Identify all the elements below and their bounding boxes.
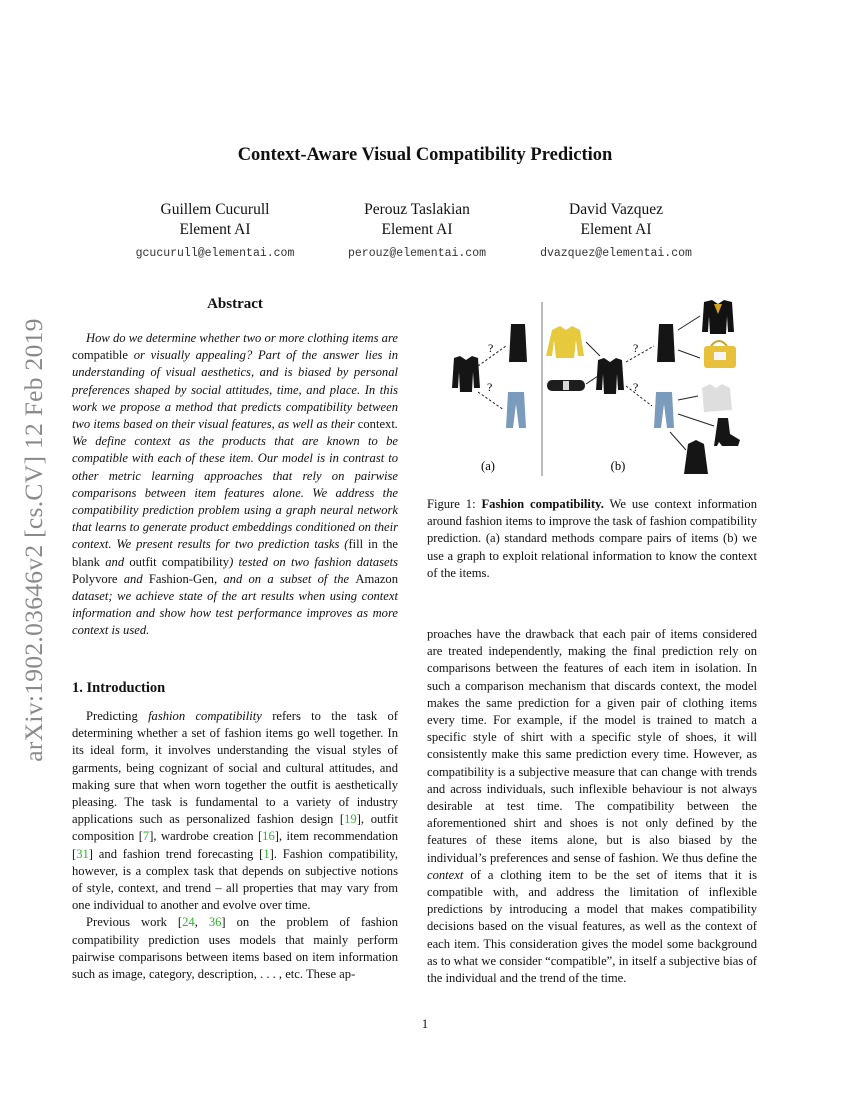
context-edge [670, 432, 686, 450]
citation-link[interactable]: 16 [262, 829, 275, 844]
author-email[interactable]: gcucurull@elementai.com [135, 247, 295, 260]
yellow-sweater-icon [546, 326, 584, 358]
pair-edge [626, 346, 654, 362]
white-top-icon [702, 384, 732, 412]
question-mark: ? [633, 380, 639, 394]
handbag-icon [704, 341, 736, 368]
skirt-icon [509, 324, 527, 362]
paper-title: Context-Aware Visual Compatibility Prediction [237, 145, 613, 165]
citation-link[interactable]: 7 [142, 829, 150, 844]
author-affiliation: Element AI [580, 221, 652, 238]
right-column-body [427, 626, 757, 987]
abstract-paragraph: How do we determine whether two or more clothing items are compatible or visually appealing? Part of the answer lies in understanding of visual aesthetics, and is biased by personal preferences shaped by social attitudes, time, and place. In this work we propose a method that predicts compatibility between two items based on their visual features, as well as their context. We define context as the products that are known to be compatible with each of these item. Our model is in contrast to other metric learning approaches that rely on pairwise comparisons between item features alone. We address the compatibility prediction problem using a graph neural network that learns to generate product embeddings conditioned on their context. We present results for two prediction tasks (fill in the blank and outfit compatibility) tested on two fashion datasets Polyvore and Fashion-Gen, and on a subset of the Amazon dataset; we achieve state of the art results when using context information and show how test performance improves as more context is used. [72, 331, 399, 638]
context-edge [678, 396, 698, 400]
context-edge [678, 350, 700, 358]
panel-label-b: (b) [610, 459, 626, 473]
author-name: Guillem Cucurull [160, 201, 270, 218]
jacket-icon [596, 358, 624, 394]
figure-fashion-compatibility [432, 296, 758, 476]
author-affiliation: Element AI [179, 221, 251, 238]
jeans-icon [506, 392, 526, 428]
coat-icon [684, 440, 708, 474]
citation-link[interactable]: 31 [76, 846, 89, 861]
section-heading-introduction: 1. Introduction [72, 680, 166, 696]
bracelet-icon [547, 380, 585, 391]
figure-caption: Figure 1: Fashion compatibility. We use context information around fashion items to improve the task of fashion compatibility prediction. (a) standard methods compare pairs of items (b) we use a graph to exploit relational information to know the context of the items. [427, 497, 757, 580]
citation-link[interactable]: 24 [182, 915, 195, 930]
question-mark: ? [488, 341, 494, 355]
citation-link[interactable]: 1 [263, 846, 270, 861]
author-email[interactable]: dvazquez@elementai.com [540, 247, 692, 260]
arxiv-sidebar [12, 290, 56, 790]
pair-edge [478, 392, 504, 410]
pair-edge [626, 386, 652, 406]
citation-link[interactable]: 36 [208, 915, 222, 930]
abstract-body [72, 330, 398, 640]
jacket-icon [452, 356, 480, 392]
author-block [496, 200, 736, 264]
page-number: 1 [421, 1016, 429, 1031]
author-name: Perouz Taslakian [364, 201, 470, 218]
skirt-icon [657, 324, 675, 362]
context-edge [678, 414, 714, 426]
body-paragraph: proaches have the drawback that each pair of items considered are treated independently, making the final prediction rely on comparisons between the features of each item in isolation. In such a comparison mechanism that discards context, the model makes the same prediction for a given pair of clothing items every time. For example, if the model is trained to match a specific style of shirt with a specific style of shoes, it will consistently make this same prediction every time. However, as compatibility is a subjective measure that can change with trends and across individuals, such inflexible behaviour is not always desirable at test time. The compatibility between the aforementioned shirt and shoes is not only defined by the features of these items alone, but is also biased by the individual’s preferences and sense of fashion. We thus define the context of a clothing item to be the set of items that it is compatible with, and address the limitation of inflexible predictions by introducing a model that makes compatibility decisions based on the visual features, as well as the context of each item. This consideration gives the model some background as to what we consider “compatible”, in itself a subjective bias of the individual and the trend of the time. [427, 627, 757, 986]
question-mark: ? [487, 380, 493, 394]
blazer-icon [702, 300, 734, 334]
panel-label-a: (a) [481, 459, 495, 473]
author-affiliation: Element AI [381, 221, 453, 238]
arxiv-identifier: arXiv:1902.03646v2 [cs.CV] 12 Feb 2019 [19, 318, 48, 762]
boot-icon [714, 418, 740, 446]
author-name: David Vazquez [569, 201, 663, 218]
jeans-icon [654, 392, 674, 428]
abstract-heading: Abstract [207, 296, 263, 312]
question-mark: ? [633, 341, 639, 355]
author-email[interactable]: perouz@elementai.com [347, 247, 487, 260]
context-edge [586, 342, 600, 356]
intro-paragraph: Predicting fashion compatibility refers to the task of determining whether a set of fashion items go well together. In its ideal form, it involves understanding the visual styles of garments, being cognizant of social and cultural attitudes, and making sure that when worn together the outfit is aesthetically pleasing. The task is fundamental to a variety of industry applications such as personalized fashion design [19], outfit composition [7], wardrobe creation [16], item recommendation [31] and fashion trend forecasting [1]. Fashion compatibility, however, is a complex task that depends on subjective notions of style, context, and trend – all properties that may vary from one individual to another and evolve over time. [72, 709, 398, 913]
context-edge [678, 316, 700, 330]
introduction-body [72, 708, 398, 983]
intro-paragraph: Previous work [24, 36] on the problem of fashion compatibility prediction uses models that mainly perform pairwise comparisons between items based on item information such as image, category, description, . . . , etc. These ap- [72, 915, 399, 982]
context-edge [586, 376, 598, 384]
citation-link[interactable]: 19 [344, 812, 357, 827]
